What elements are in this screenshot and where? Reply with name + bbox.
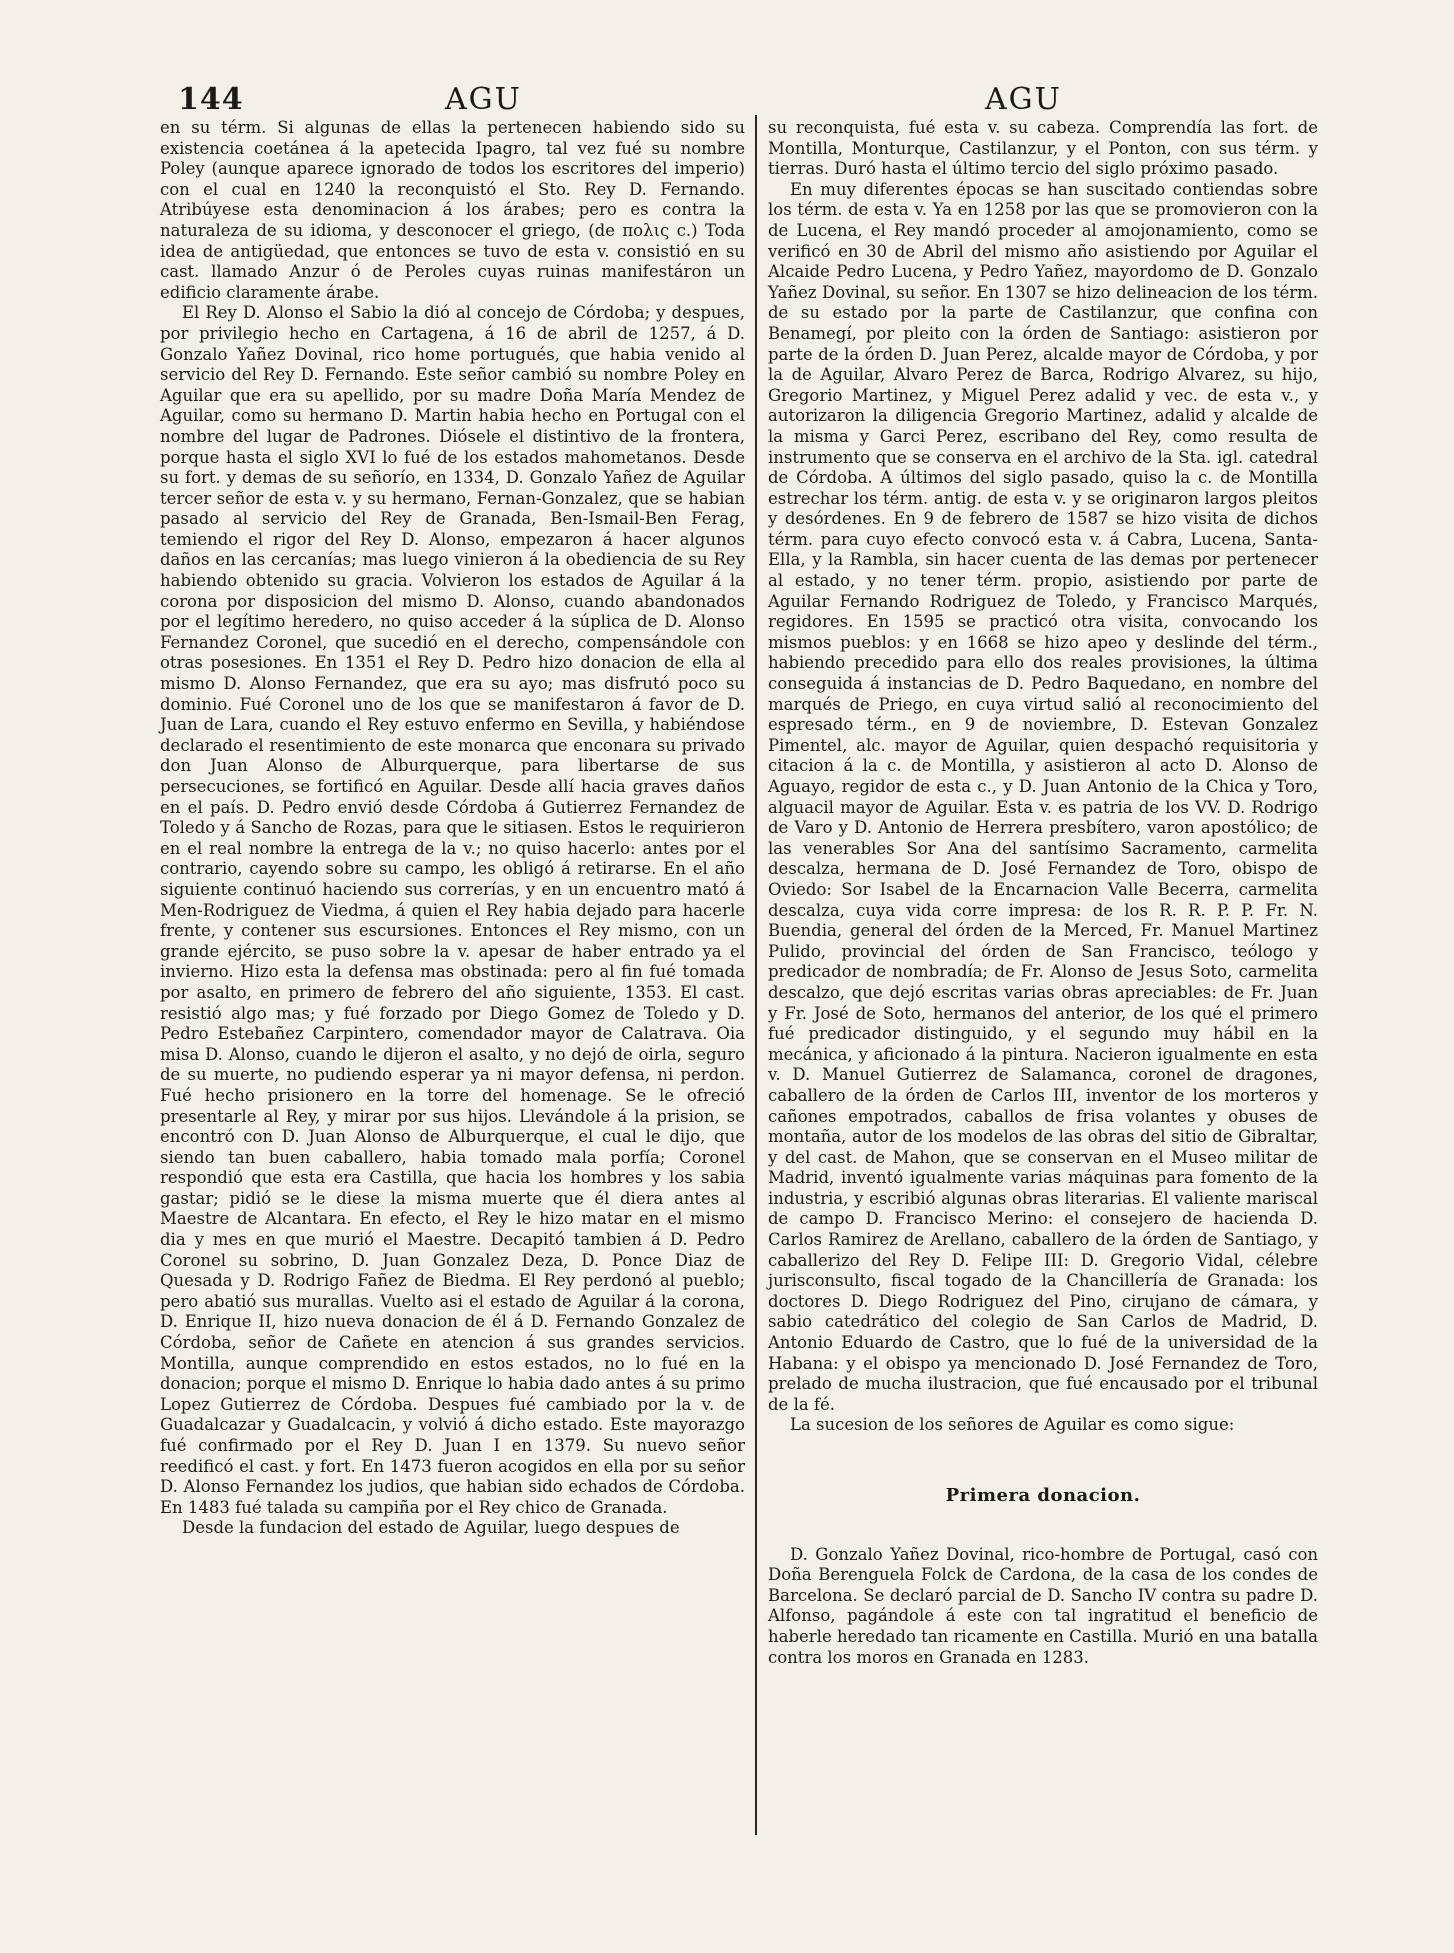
page-number: 144: [178, 82, 244, 117]
right-paragraph-3: La sucesion de los señores de Aguilar es como sigue:: [790, 1415, 1235, 1435]
page-header: [140, 82, 1270, 122]
right-paragraph-2: En muy diferentes épocas se han suscitado contiendas sobre los térm. de esta v. Ya en 1258 por las que se promovieron con la de Lucena, el Rey mandó proceder al amojonamiento, como se verificó en 30 de Abril del mismo año asistiendo por Aguilar el Alcaide Pedro Lucena, y Pedro Yañez, mayordomo de D. Gonzalo Yañez Dovinal, su señor. En 1307 se hizo delineacion de los térm. de su estado por la parte de Castilanzur, que confina con Benamegí, por pleito con la órden de Santiago: asistieron por parte de la órden D. Juan Perez, alcalde mayor de Córdoba, y por la de Aguilar, Alvaro Perez de Barca, Rodrigo Alvarez, su hijo, Gregorio Martinez, y Miguel Perez adalid y vec. de esta v., y autorizaron la diligencia Gregorio Martinez, adalid y alcalde de la misma y Garci Perez, escribano del Rey, como resulta de instrumento que se conserva en el archivo de la Sta. igl. catedral de Córdoba. A últimos del siglo pasado, quiso la c. de Montilla estrechar los térm. antig. de esta v. y se originaron largos pleitos y desórdenes. En 9 de febrero de 1587 se hizo visita de dichos térm. para cuyo efecto convocó esta v. á Cabra, Lucena, Santa-Ella, y la Rambla, sin hacer cuenta de las demas por pertenecer al estado, y no tener térm. propio, asistiendo por parte de Aguilar Fernando Rodriguez de Toledo, y Francisco Marqués, regidores. En 1595 se practicó otra visita, convocando los mismos pueblos: y en 1668 se hizo apeo y deslinde del térm., habiendo precedido para ello dos reales provisiones, la última conseguida á instancias de D. Pedro Baquedano, en nombre del marqués de Priego, en cuya virtud salió al reconocimiento del espresado térm., en 9 de noviembre, D. Estevan Gonzalez Pimentel, alc. mayor de Aguilar, quien despachó requisitoria y citacion á la c. de Montilla, y asistieron al acto D. Alonso de Aguayo, regidor de esta c., y D. Juan Antonio de la Chica y Toro, alguacil mayor de Aguilar. Esta v. es patria de los VV. D. Rodrigo de Varo y D. Antonio de Herrera presbítero, varon apostólico; de las venerables Sor Ana del santísimo Sacramento, carmelita descalza, hermana de D. José Fernandez de Toro, obispo de Oviedo: Sor Isabel de la Encarnacion Valle Becerra, carmelita descalza, cuya vida corre impresa: de los R. R. P. P. Fr. N. Buendia, general del órden de la Merced, Fr. Manuel Martinez Pulido, provincial del órden de San Francisco, teólogo y predicador de nombradía; de Fr. Alonso de Jesus Soto, carmelita descalzo, que dejó escritas varias obras apreciables: de Fr. Juan y Fr. José de Soto, hermanos del anterior, de los qué el primero fué predicador distinguido, y el segundo muy hábil en la mecánica, y aficionado á la pintura. Nacieron igualmente en esta v. D. Manuel Gutierrez de Salamanca, coronel de dragones, caballero de la órden de Carlos III, inventor de los morteros y cañones empotrados, caballos de frisa volantes y obuses de montaña, autor de los modelos de las obras del sitio de Gibraltar, y del cast. de Mahon, que se conservan en el Museo militar de Madrid, inventó igualmente varias máquinas para fomento de la industria, y escribió algunas obras literarias. El valiente mariscal de campo D. Francisco Merino: el consejero de hacienda D. Carlos Ramirez de Arellano, caballero de la órden de Santiago, y caballerizo del Rey D. Felipe III: D. Gregorio Vidal, célebre jurisconsulto, fiscal togado de la Chancillería de Granada: los doctores D. Diego Rodriguez del Pino, cirujano de cámara, y sabio catedrático del colegio de San Carlos de Madrid, D. Antonio Eduardo de Castro, que lo fué de la universidad de la Habana: y el obispo ya mencionado D. José Fernandez de Toro, prelado de mucha ilustracion, que fué encausado por el tribunal de la fé.: [768, 179, 1318, 1414]
column-divider: [755, 115, 757, 1835]
left-guide-word: AGU: [445, 82, 522, 117]
right-paragraph-4: D. Gonzalo Yañez Dovinal, rico-hombre de Portugal, casó con Doña Berenguela Folck de Cardona, de la casa de los condes de Barcelona. Se declaró parcial de D. Sancho IV contra su padre D. Alfonso, pagándole á este con tal ingratitud el beneficio de haberle heredado tan ricamente en Castilla. Murió en una batalla contra los moros en Granada en 1283.: [768, 1544, 1318, 1667]
right-guide-word: AGU: [985, 82, 1062, 117]
left-paragraph-2: El Rey D. Alonso el Sabio la dió al concejo de Córdoba; y despues, por privilegio hecho en Cartagena, á 16 de abril de 1257, á D. Gonzalo Yañez Dovinal, rico home portugués, que habia venido al servicio del Rey D. Fernando. Este señor cambió su nombre Poley en Aguilar que era su apellido, por su madre Doña María Mendez de Aguilar, como su hermano D. Martin habia hecho en Portugal con el nombre del lugar de Padrones. Diósele el distintivo de la frontera, porque hasta el siglo XVI lo fué de los estados mahometanos. Desde su fort. y demas de su señorío, en 1334, D. Gonzalo Yañez de Aguilar tercer señor de esta v. y su hermano, Fernan-Gonzalez, que se habian pasado al servicio del Rey de Granada, Ben-Ismail-Ben Ferag, temiendo el rigor del Rey D. Alonso, empezaron á hacer algunos daños en las cercanías; mas luego vinieron á la obediencia de su Rey habiendo obtenido su gracia. Volvieron los estados de Aguilar á la corona por disposicion del mismo D. Alonso, cuando abandonados por el legítimo heredero, no quiso acceder á la súplica de D. Alonso Fernandez Coronel, que sucedió en el derecho, compensándole con otras posesiones. En 1351 el Rey D. Pedro hizo donacion de ella al mismo D. Alonso Fernandez, que era su ayo; mas disfrutó poco su dominio. Fué Coronel uno de los que se manifestaron á favor de D. Juan de Lara, cuando el Rey estuvo enfermo en Sevilla, y habiéndose declarado el resentimiento de este monarca que enconara su privado don Juan Alonso de Alburquerque, para libertarse de sus persecuciones, se fortificó en Aguilar. Desde allí hacia graves daños en el país. D. Pedro envió desde Córdoba á Gutierrez Fernandez de Toledo y á Sancho de Rozas, para que le sitiasen. Estos le requirieron en el real nombre la entrega de la v.; no quiso hacerlo: antes por el contrario, cayendo sobre su campo, les obligó á retirarse. En el año siguiente continuó haciendo sus correrías, y en un encuentro mató á Men-Rodriguez de Viedma, á quien el Rey habia dejado para hacerle frente, y contener sus escursiones. Entonces el Rey mismo, con un grande ejército, se puso sobre la v. apesar de haber entrado ya el invierno. Hizo esta la defensa mas obstinada: pero al fin fué tomada por asalto, en primero de febrero del año siguiente, 1353. El cast. resistió algo mas; y fué forzado por Diego Gomez de Toledo y D. Pedro Estebañez Carpintero, comendador mayor de Calatrava. Oia misa D. Alonso, cuando le dijeron el asalto, y no dejó de oirla, seguro de su muerte, no pudiendo esperar ya ni mayor defensa, ni perdon. Fué hecho prisionero en la torre del homenage. Se le ofreció presentarle al Rey, y mirar por sus hijos. Llevándole á la prision, se encontró con D. Juan Alonso de Alburquerque, el cual le dijo, que siendo tan buen caballero, habia tomado mala porfía; Coronel respondió que esta era Castilla, que hacia los hombres y los sabia gastar; pidió se le diese la misma muerte que él diera antes al Maestre de Alcantara. En efecto, el Rey le hizo matar en el mismo dia y mes en que murió el Maestre. Decapitó tambien á D. Pedro Coronel su sobrino, D. Juan Gonzalez Deza, D. Ponce Diaz de Quesada y D. Rodrigo Fañez de Biedma. El Rey perdonó al pueblo; pero abatió sus murallas. Vuelto asi el estado de Aguilar á la corona, D. Enrique II, hizo nueva donacion de él á D. Fernando Gonzalez de Córdoba, señor de Cañete en atencion á sus grandes servicios. Montilla, aunque comprendido en estos estados, no lo fué en la donacion; porque el mismo D. Enrique lo habia dado antes á su primo Lopez Gutierrez de Córdoba. Despues fué cambiado por la v. de Guadalcazar y Guadalcacin, y volvió á dicho estado. Este mayorazgo fué confirmado por el Rey D. Juan I en 1379. Su nuevo señor reedificó el cast. y fort. En 1473 fueron acogidos en ella por su señor D. Alonso Fernandez los judios, que habian sido echados de Córdoba. En 1483 fué talada su campiña por el Rey chico de Granada.: [160, 303, 745, 1517]
right-column: [768, 118, 1318, 1668]
right-paragraph-1: su reconquista, fué esta v. su cabeza. Comprendía las fort. de Montilla, Monturque, Castilanzur, y el Ponton, con sus térm. y tierras. Duró hasta el último tercio del siglo próximo pasado.: [768, 118, 1318, 179]
left-column: [160, 118, 745, 1539]
left-paragraph-3: Desde la fundacion del estado de Aguilar, luego despues de: [182, 1518, 680, 1538]
section-title: Primera donacion.: [945, 1485, 1141, 1506]
left-paragraph-1: en su térm. Si algunas de ellas la pertenecen habiendo sido su existencia coetánea á la apetecida Ipagro, tal vez fué su nombre Poley (aunque aparece ignorado de todos los escritores del imperio) con el cual en 1240 la reconquistó el Sto. Rey D. Fernando. Atribúyese esta denominacion á los árabes; pero es contra la naturaleza de su idioma, y desconocer el griego, (de πολις c.) Toda idea de antigüedad, que entonces se tuvo de esta v. consistió en su cast. llamado Anzur ó de Peroles cuyas ruinas manifestáron un edificio claramente árabe.: [160, 118, 745, 302]
